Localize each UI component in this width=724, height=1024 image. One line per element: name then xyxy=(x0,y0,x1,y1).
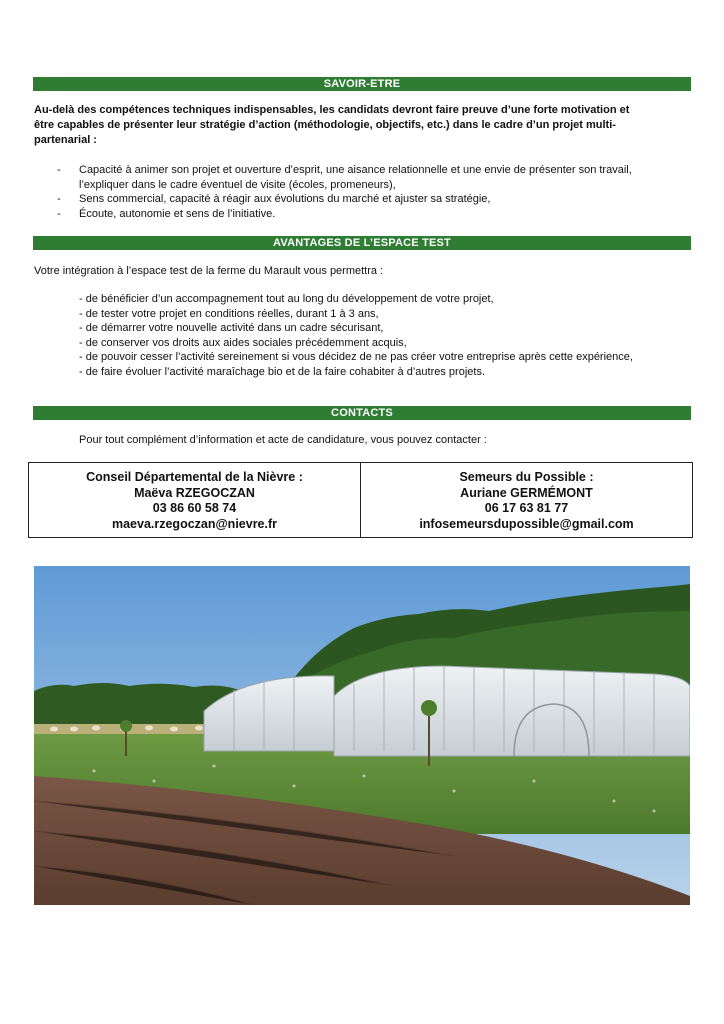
contact-phone: 03 86 60 58 74 xyxy=(152,501,237,515)
list-item xyxy=(57,163,699,192)
list-item: - de bénéficier d’un accompagnement tout au long du développement de votre projet, xyxy=(79,293,494,305)
list-item: - de démarrer votre nouvelle activité dans un cadre sécurisant, xyxy=(79,322,384,334)
contact-card-right xyxy=(360,463,692,537)
contact-email[interactable]: infosemeursdupossible@gmail.com xyxy=(419,516,634,531)
list-item: - de faire évoluer l’activité maraîchage bio et de la faire cohabiter à d’autres projets. xyxy=(79,365,485,378)
list-item: - de pouvoir cesser l’activité sereinement si vous décidez de ne pas créer votre entreprise après cette expérience, xyxy=(79,351,633,363)
contact-phone: 06 17 63 81 77 xyxy=(484,501,569,515)
list-item-text: Capacité à animer son projet et ouverture d’esprit, une aisance relationnelle et une envie de présenter son travail, xyxy=(79,164,632,176)
avantages-intro: Votre intégration à l’espace test de la ferme du Marault vous permettra : xyxy=(34,265,384,277)
list-dash: - xyxy=(57,207,61,220)
greenhouse-photo xyxy=(34,566,690,905)
section-heading-contacts: CONTACTS xyxy=(33,406,691,420)
savoir-etre-list xyxy=(57,163,699,221)
list-item: - de conserver vos droits aux aides sociales précédemment acquis, xyxy=(79,336,407,349)
intro-line: Au-delà des compétences techniques indispensables, les candidats devront faire preuve d’une forte motivation et xyxy=(34,104,630,116)
list-item: - de tester votre projet en conditions réelles, durant 1 à 3 ans, xyxy=(79,307,379,320)
savoir-etre-intro xyxy=(34,103,694,148)
contact-card-left xyxy=(29,463,360,537)
greenhouse-illustration xyxy=(34,566,690,905)
list-item xyxy=(57,192,699,207)
contact-email[interactable]: maeva.rzegoczan@nievre.fr xyxy=(111,516,278,531)
list-item-text: Sens commercial, capacité à réagir aux évolutions du marché et ajuster sa stratégie, xyxy=(79,193,491,205)
contact-name: Maëva RZEGOCZAN xyxy=(134,485,255,500)
contact-name: Auriane GERMÉMONT xyxy=(460,485,593,500)
list-dash: - xyxy=(57,164,61,176)
intro-line: être capables de présenter leur stratégie d’action (méthodologie, objectifs, etc.) dans le cadre d’un projet multi- xyxy=(34,119,616,131)
section-heading-avantages: AVANTAGES DE L’ESPACE TEST xyxy=(33,236,691,250)
list-dash: - xyxy=(57,193,61,205)
contact-org: Conseil Départemental de la Nièvre : xyxy=(86,470,303,484)
contacts-intro: Pour tout complément d’information et acte de candidature, vous pouvez contacter : xyxy=(79,434,487,446)
list-item xyxy=(57,207,699,222)
avantages-list xyxy=(79,292,699,379)
intro-line: partenarial : xyxy=(34,134,97,146)
section-heading-savoir-etre: SAVOIR-ETRE xyxy=(33,77,691,91)
contact-org: Semeurs du Possible : xyxy=(459,470,594,484)
contacts-table xyxy=(28,462,693,538)
list-item-text: Écoute, autonomie et sens de l’initiative. xyxy=(79,207,276,220)
list-item-text: l’expliquer dans le cadre éventuel de visite (écoles, promeneurs), xyxy=(79,178,396,191)
